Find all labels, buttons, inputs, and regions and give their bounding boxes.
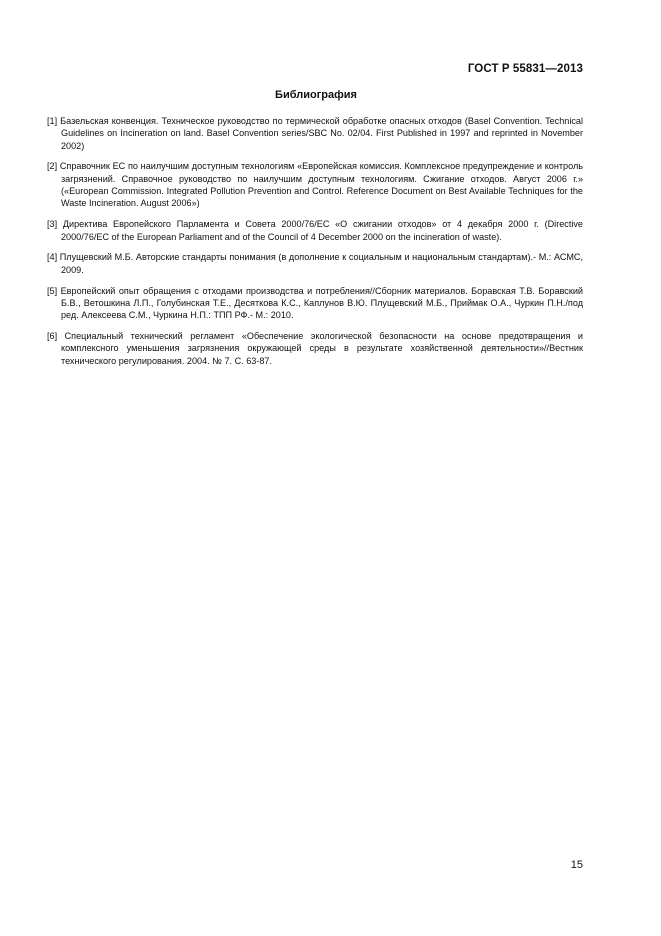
bibliography-entry-5: [5] Европейский опыт обращения с отходами производства и потребления//Сборник материалов. Боравская Т.В. Боравский Б.В., Ветошкина Л.П., Голубинская Т.Е., Десяткова К.С., Каплунов В.Ю. Плущевский М.Б., Приймак О.А., Чуркин П.Н./под ред. Алексеева С.М., Чуркина Н.П.: ТПП РФ.- М.: 2010. [47, 285, 583, 321]
page-number: 15 [570, 859, 583, 871]
bibliography-entry-1: [1] Базельская конвенция. Техническое руководство по термической обработке опасных отходов (Basel Convention. Technical Guidelines on Incineration on land. Basel Convention series/SBC No. 02/04. First Published in 1997 and reprinted in November 2002) [47, 116, 583, 151]
bibliography-list [47, 115, 583, 376]
bibliography-entry-6: [6] Специальный технический регламент «Обеспечение экологической безопасности на основе предотвращения и комплексного уменьшения загрязнения окружающей среды в результате хозяйственной деятельности»//Вестник технического регулирования. 2004. № 7. С. 63-87. [47, 331, 583, 366]
bibliography-entry-2: [2] Справочник ЕС по наилучшим доступным технологиям «Европейская комиссия. Комплексное предупреждение и контроль загрязнений. Справочное руководство по наилучшим доступным технологиям. Сжигание отходов. Август 2006 г.» («European Commission. Integrated Pollution Prevention and Control. Reference Document on Best Available Techniques for the Waste Incineration. August 2006») [47, 161, 583, 209]
bibliography-entry-3: [3] Директива Европейского Парламента и Совета 2000/76/ЕС «О сжигании отходов» от 4 декабря 2000 г. (Directive 2000/76/EC of the European Parliament and of the Council of 4 December 2000 on the incineration of waste). [47, 219, 583, 242]
section-title: Библиография [275, 89, 357, 101]
bibliography-entry-4: [4] Плущевский М.Б. Авторские стандарты понимания (в дополнение к социальным и национальным стандартам).- М.: АСМС, 2009. [47, 252, 583, 275]
standard-designation: ГОСТ Р 55831—2013 [467, 63, 583, 75]
